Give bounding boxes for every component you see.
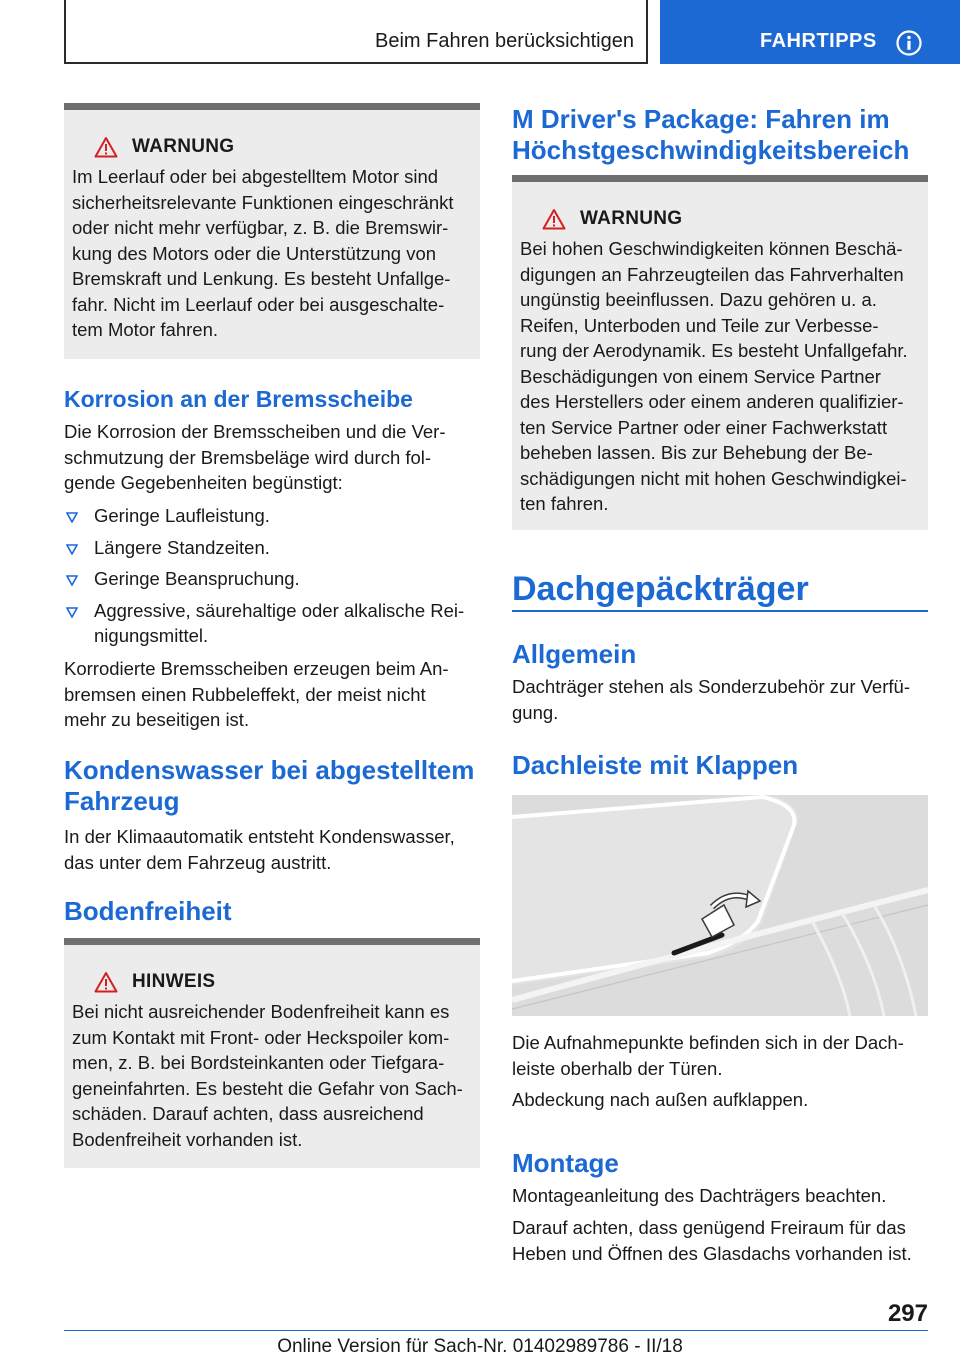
triangle-bullet-icon <box>66 544 78 555</box>
heading-dachleiste: Dachleiste mit Klappen <box>512 750 799 780</box>
section-divider <box>512 610 928 612</box>
warning-title: WARNUNG <box>580 208 683 229</box>
list-item-text: Aggressive, säurehaltige oder alkalische Rei- <box>94 599 465 621</box>
paragraph-line: gung. <box>512 701 559 723</box>
warning-text-line: oder nicht mehr verfügbar, z. B. die Bremswir- <box>72 217 449 238</box>
list-item-text: Längere Standzeiten. <box>94 536 270 558</box>
heading-mdriver <box>512 104 942 166</box>
footer-divider <box>64 1330 928 1331</box>
warning-text-line: kung des Motors oder die Unterstützung von <box>72 242 437 264</box>
paragraph-line: Die Korrosion der Bremsscheiben und die Ver- <box>64 421 446 442</box>
heading-line: M Driver's Package: Fahren im <box>512 104 890 134</box>
paragraph-line: Korrodierte Bremsscheiben erzeugen beim An- <box>64 658 449 679</box>
dachleiste-text <box>512 1030 928 1081</box>
warning-text-line: des Herstellers oder einem anderen qualifizier- <box>520 391 904 412</box>
warning-text-line: Reifen, Unterboden und Teile zur Verbesse- <box>520 314 879 336</box>
warning-icon <box>94 136 118 158</box>
heading-kondenswasser <box>64 755 484 817</box>
paragraph-line: mehr zu beseitigen ist. <box>64 709 250 730</box>
hint-title: HINWEIS <box>132 971 216 992</box>
hint-text-line: schäden. Darauf achten, dass ausreichend <box>72 1103 424 1124</box>
warning-text-line: fahr. Nicht im Leerlauf oder bei ausgeschalte- <box>72 293 445 315</box>
warning-text-line: ten fahren. <box>520 493 609 514</box>
warning-text-line: Bei hohen Geschwindigkeiten können Beschä- <box>520 238 903 259</box>
warning-icon <box>542 208 566 230</box>
warning-box <box>64 103 480 359</box>
korrosion-intro <box>64 419 480 496</box>
korrosion-outro <box>64 656 480 733</box>
paragraph-line: In der Klimaautomatik entsteht Kondenswasser, <box>64 826 455 847</box>
info-icon[interactable] <box>896 30 922 56</box>
heading-allgemein: Allgemein <box>512 639 637 669</box>
paragraph-line: Heben und Öffnen des Glasdachs vorhanden ist. <box>512 1242 912 1264</box>
warning-text-line: digungen an Fahrzeugteilen das Fahrverhalten <box>520 263 904 285</box>
warning-icon <box>94 971 118 993</box>
page-number: 297 <box>887 1300 928 1327</box>
paragraph-line: Die Aufnahmepunkte befinden sich in der Dach- <box>512 1032 904 1053</box>
warning-text-line: Im Leerlauf oder bei abgestelltem Motor sind <box>72 166 439 187</box>
kondens-text <box>64 824 480 875</box>
montage-text-2 <box>512 1215 942 1266</box>
paragraph-line: Darauf achten, dass genügend Freiraum für das <box>512 1217 906 1238</box>
heading-bodenfreiheit: Bodenfreiheit <box>64 896 232 926</box>
list-item <box>64 566 480 592</box>
warning-text-line: beheben lassen. Bis zur Behebung der Be- <box>520 442 873 463</box>
hint-text-line: men, z. B. bei Bordsteinkanten oder Tiefgara- <box>72 1052 445 1073</box>
heading-montage: Montage <box>512 1148 619 1178</box>
warning-text-line: schädigungen nicht mit hohen Geschwindigkei- <box>520 467 907 489</box>
header-chapter-title: FAHRTIPPS <box>760 30 877 52</box>
paragraph-line: gende Gegebenheiten begünstigt: <box>64 472 343 493</box>
warning-text-line: sicherheitsrelevante Funktionen eingeschränkt <box>72 191 454 213</box>
triangle-bullet-icon <box>66 512 78 523</box>
hint-text-line: geneinfahrten. Es besteht die Gefahr von Sach- <box>72 1077 463 1099</box>
list-item <box>64 598 480 649</box>
heading-line: Fahrzeug <box>64 786 180 816</box>
hint-text-line: Bei nicht ausreichender Bodenfreiheit kann es <box>72 1001 450 1022</box>
warning-text-line: ten Service Partner oder einer Fachwerkstatt <box>520 416 888 438</box>
heading-korrosion: Korrosion an der Bremsscheibe <box>64 386 413 412</box>
list-item-text: Geringe Beanspruchung. <box>94 568 300 589</box>
list-item-text: Geringe Laufleistung. <box>94 505 270 526</box>
dachleiste-action: Abdeckung nach außen aufklappen. <box>512 1089 809 1110</box>
paragraph-line: bremsen einen Rubbeleffekt, der meist nicht <box>64 683 426 705</box>
list-item <box>64 535 480 561</box>
warning-text-line: tem Motor fahren. <box>72 319 219 340</box>
warning-text-line: Beschädigungen von einem Service Partner <box>520 365 881 387</box>
heading-line: Höchstgeschwindigkeitsbereich <box>512 135 910 165</box>
heading-dachgepaecktraeger: Dachgepäckträger <box>512 570 809 608</box>
paragraph-line: leiste oberhalb der Türen. <box>512 1057 723 1079</box>
paragraph-line: Dachträger stehen als Sonderzubehör zur Verfü- <box>512 676 910 697</box>
allgemein-text <box>512 674 928 725</box>
warning-box <box>512 175 928 530</box>
roof-rail-illustration <box>512 795 928 1016</box>
korrosion-list <box>64 503 480 655</box>
warning-text-line: ungünstig beeinflussen. Dazu gehören u. a. <box>520 289 877 310</box>
triangle-bullet-icon <box>66 575 78 586</box>
list-item <box>64 503 480 529</box>
hint-text-line: Bodenfreiheit vorhanden ist. <box>72 1128 303 1150</box>
triangle-bullet-icon <box>66 607 78 618</box>
warning-text-line: rung der Aerodynamik. Es besteht Unfallgefahr. <box>520 340 908 361</box>
paragraph-line: das unter dem Fahrzeug austritt. <box>64 851 332 873</box>
list-item-text: nigungsmittel. <box>94 625 209 646</box>
hint-box <box>64 938 480 1168</box>
warning-text-line: Bremskraft und Lenkung. Es besteht Unfallge- <box>72 268 451 289</box>
header-section-box <box>64 0 648 64</box>
footer-version: Online Version für Sach-Nr. 01402989786 - II/18 <box>277 1336 683 1357</box>
header-section-title: Beim Fahren berücksichtigen <box>374 30 634 52</box>
hint-text-line: zum Kontakt mit Front- oder Heckspoiler kom- <box>72 1026 450 1048</box>
montage-text: Montageanleitung des Dachträgers beachten. <box>512 1185 887 1206</box>
heading-line: Kondenswasser bei abgestelltem <box>64 755 475 785</box>
paragraph-line: schmutzung der Bremsbeläge wird durch fol- <box>64 446 432 468</box>
warning-title: WARNUNG <box>132 136 235 157</box>
